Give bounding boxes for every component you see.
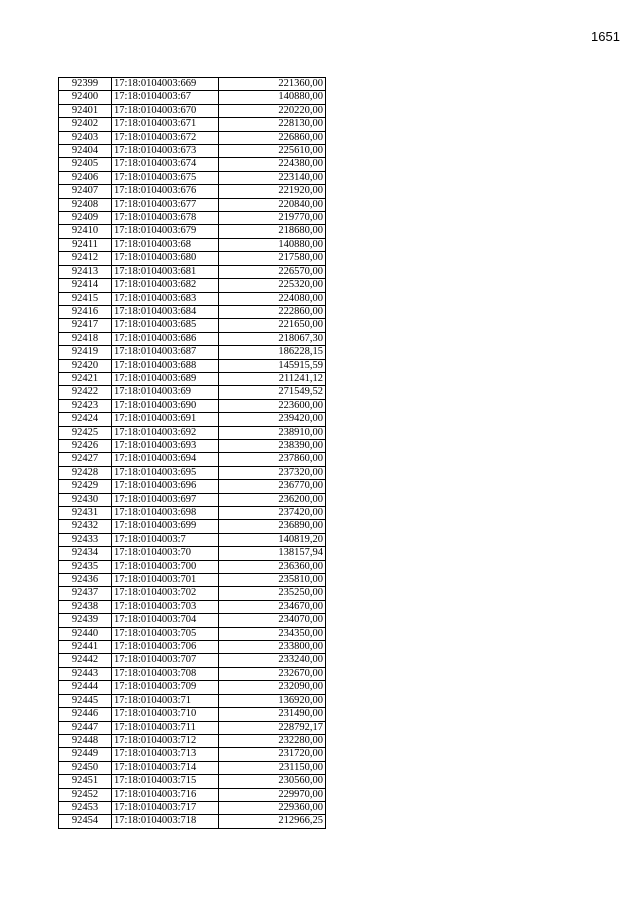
row-number-cell: 92443: [59, 667, 112, 680]
row-number-cell: 92449: [59, 748, 112, 761]
row-number-cell: 92414: [59, 279, 112, 292]
table-row: [59, 145, 326, 158]
value-cell: 229360,00: [219, 801, 326, 814]
row-number-cell: 92403: [59, 131, 112, 144]
value-cell: 145915,59: [219, 359, 326, 372]
table-row: [59, 104, 326, 117]
value-cell: 140819,20: [219, 533, 326, 546]
row-number-cell: 92436: [59, 574, 112, 587]
table-row: [59, 332, 326, 345]
row-number-cell: 92421: [59, 372, 112, 385]
row-number-cell: 92438: [59, 600, 112, 613]
cadastral-number-cell: 17:18:0104003:715: [112, 775, 219, 788]
row-number-cell: 92425: [59, 426, 112, 439]
row-number-cell: 92418: [59, 332, 112, 345]
table-row: [59, 533, 326, 546]
value-cell: 138157,94: [219, 547, 326, 560]
cadastral-number-cell: 17:18:0104003:713: [112, 748, 219, 761]
table-row: [59, 708, 326, 721]
value-cell: 140880,00: [219, 238, 326, 251]
cadastral-number-cell: 17:18:0104003:677: [112, 198, 219, 211]
table-row: [59, 574, 326, 587]
value-cell: 237320,00: [219, 466, 326, 479]
cadastral-number-cell: 17:18:0104003:678: [112, 212, 219, 225]
table-row: [59, 91, 326, 104]
cadastral-number-cell: 17:18:0104003:688: [112, 359, 219, 372]
table-row: [59, 681, 326, 694]
row-number-cell: 92420: [59, 359, 112, 372]
row-number-cell: 92400: [59, 91, 112, 104]
value-cell: 186228,15: [219, 346, 326, 359]
value-cell: 221920,00: [219, 185, 326, 198]
row-number-cell: 92423: [59, 399, 112, 412]
value-cell: 225610,00: [219, 145, 326, 158]
cadastral-number-cell: 17:18:0104003:706: [112, 641, 219, 654]
value-cell: 234070,00: [219, 614, 326, 627]
cadastral-number-cell: 17:18:0104003:671: [112, 118, 219, 131]
value-cell: 221650,00: [219, 319, 326, 332]
table-row: [59, 547, 326, 560]
value-cell: 228792,17: [219, 721, 326, 734]
value-cell: 271549,52: [219, 386, 326, 399]
value-cell: 226860,00: [219, 131, 326, 144]
row-number-cell: 92404: [59, 145, 112, 158]
table-row: [59, 493, 326, 506]
table-row: [59, 453, 326, 466]
cadastral-number-cell: 17:18:0104003:679: [112, 225, 219, 238]
table-row: [59, 439, 326, 452]
value-cell: 236200,00: [219, 493, 326, 506]
cadastral-number-cell: 17:18:0104003:710: [112, 708, 219, 721]
row-number-cell: 92401: [59, 104, 112, 117]
table-row: [59, 748, 326, 761]
value-cell: 230560,00: [219, 775, 326, 788]
value-cell: 223600,00: [219, 399, 326, 412]
value-cell: 212966,25: [219, 815, 326, 828]
table-row: [59, 507, 326, 520]
cadastral-number-cell: 17:18:0104003:694: [112, 453, 219, 466]
cadastral-number-cell: 17:18:0104003:692: [112, 426, 219, 439]
cadastral-number-cell: 17:18:0104003:698: [112, 507, 219, 520]
row-number-cell: 92417: [59, 319, 112, 332]
table-row: [59, 761, 326, 774]
row-number-cell: 92424: [59, 413, 112, 426]
table-row: [59, 279, 326, 292]
cadastral-number-cell: 17:18:0104003:689: [112, 372, 219, 385]
table-row: [59, 654, 326, 667]
cadastral-number-cell: 17:18:0104003:681: [112, 265, 219, 278]
page-number: 1651: [591, 29, 620, 44]
value-cell: 239420,00: [219, 413, 326, 426]
value-cell: 220840,00: [219, 198, 326, 211]
table-row: [59, 359, 326, 372]
cadastral-number-cell: 17:18:0104003:717: [112, 801, 219, 814]
table-row: [59, 614, 326, 627]
cadastral-number-cell: 17:18:0104003:686: [112, 332, 219, 345]
table-row: [59, 560, 326, 573]
value-cell: 235810,00: [219, 574, 326, 587]
value-cell: 233240,00: [219, 654, 326, 667]
cadastral-number-cell: 17:18:0104003:683: [112, 292, 219, 305]
value-cell: 218067,30: [219, 332, 326, 345]
table-row: [59, 238, 326, 251]
value-cell: 224380,00: [219, 158, 326, 171]
table-row: [59, 305, 326, 318]
row-number-cell: 92441: [59, 641, 112, 654]
row-number-cell: 92406: [59, 171, 112, 184]
table-row: [59, 346, 326, 359]
row-number-cell: 92432: [59, 520, 112, 533]
table-row: [59, 265, 326, 278]
cadastral-number-cell: 17:18:0104003:708: [112, 667, 219, 680]
row-number-cell: 92405: [59, 158, 112, 171]
value-cell: 232090,00: [219, 681, 326, 694]
value-cell: 136920,00: [219, 694, 326, 707]
cadastral-number-cell: 17:18:0104003:707: [112, 654, 219, 667]
table-row: [59, 252, 326, 265]
row-number-cell: 92407: [59, 185, 112, 198]
row-number-cell: 92448: [59, 734, 112, 747]
value-cell: 222860,00: [219, 305, 326, 318]
row-number-cell: 92437: [59, 587, 112, 600]
row-number-cell: 92446: [59, 708, 112, 721]
table-row: [59, 185, 326, 198]
row-number-cell: 92426: [59, 439, 112, 452]
row-number-cell: 92447: [59, 721, 112, 734]
value-cell: 232280,00: [219, 734, 326, 747]
cadastral-number-cell: 17:18:0104003:718: [112, 815, 219, 828]
cadastral-number-cell: 17:18:0104003:670: [112, 104, 219, 117]
table-row: [59, 413, 326, 426]
table-row: [59, 627, 326, 640]
table-row: [59, 788, 326, 801]
value-cell: 238390,00: [219, 439, 326, 452]
cadastral-number-cell: 17:18:0104003:714: [112, 761, 219, 774]
table-row: [59, 292, 326, 305]
table-row: [59, 815, 326, 828]
cadastral-number-cell: 17:18:0104003:712: [112, 734, 219, 747]
cadastral-number-cell: 17:18:0104003:700: [112, 560, 219, 573]
cadastral-number-cell: 17:18:0104003:67: [112, 91, 219, 104]
table-row: [59, 734, 326, 747]
cadastral-value-table: [58, 77, 326, 829]
table-row: [59, 118, 326, 131]
cadastral-number-cell: 17:18:0104003:709: [112, 681, 219, 694]
row-number-cell: 92402: [59, 118, 112, 131]
cadastral-number-cell: 17:18:0104003:711: [112, 721, 219, 734]
value-cell: 226570,00: [219, 265, 326, 278]
value-cell: 220220,00: [219, 104, 326, 117]
table-row: [59, 801, 326, 814]
table-row: [59, 721, 326, 734]
value-cell: 211241,12: [219, 372, 326, 385]
row-number-cell: 92429: [59, 480, 112, 493]
cadastral-number-cell: 17:18:0104003:702: [112, 587, 219, 600]
row-number-cell: 92440: [59, 627, 112, 640]
cadastral-number-cell: 17:18:0104003:680: [112, 252, 219, 265]
row-number-cell: 92445: [59, 694, 112, 707]
cadastral-number-cell: 17:18:0104003:669: [112, 78, 219, 91]
value-cell: 237860,00: [219, 453, 326, 466]
value-cell: 219770,00: [219, 212, 326, 225]
cadastral-number-cell: 17:18:0104003:682: [112, 279, 219, 292]
cadastral-number-cell: 17:18:0104003:703: [112, 600, 219, 613]
cadastral-number-cell: 17:18:0104003:690: [112, 399, 219, 412]
cadastral-number-cell: 17:18:0104003:673: [112, 145, 219, 158]
cadastral-number-cell: 17:18:0104003:69: [112, 386, 219, 399]
value-cell: 140880,00: [219, 91, 326, 104]
table-row: [59, 466, 326, 479]
value-cell: 232670,00: [219, 667, 326, 680]
value-cell: 229970,00: [219, 788, 326, 801]
value-cell: 223140,00: [219, 171, 326, 184]
table-row: [59, 775, 326, 788]
table-row: [59, 694, 326, 707]
table-row: [59, 600, 326, 613]
cadastral-number-cell: 17:18:0104003:685: [112, 319, 219, 332]
cadastral-number-cell: 17:18:0104003:684: [112, 305, 219, 318]
cadastral-number-cell: 17:18:0104003:70: [112, 547, 219, 560]
table-row: [59, 78, 326, 91]
table-row: [59, 225, 326, 238]
value-cell: 231720,00: [219, 748, 326, 761]
table-row: [59, 198, 326, 211]
row-number-cell: 92430: [59, 493, 112, 506]
table-row: [59, 158, 326, 171]
value-cell: 236770,00: [219, 480, 326, 493]
cadastral-number-cell: 17:18:0104003:695: [112, 466, 219, 479]
table-row: [59, 372, 326, 385]
cadastral-number-cell: 17:18:0104003:691: [112, 413, 219, 426]
row-number-cell: 92433: [59, 533, 112, 546]
cadastral-number-cell: 17:18:0104003:68: [112, 238, 219, 251]
cadastral-number-cell: 17:18:0104003:704: [112, 614, 219, 627]
value-cell: 225320,00: [219, 279, 326, 292]
value-cell: 238910,00: [219, 426, 326, 439]
value-cell: 237420,00: [219, 507, 326, 520]
table-row: [59, 667, 326, 680]
cadastral-number-cell: 17:18:0104003:675: [112, 171, 219, 184]
table-row: [59, 131, 326, 144]
row-number-cell: 92422: [59, 386, 112, 399]
table-row: [59, 520, 326, 533]
cadastral-number-cell: 17:18:0104003:674: [112, 158, 219, 171]
row-number-cell: 92410: [59, 225, 112, 238]
cadastral-number-cell: 17:18:0104003:716: [112, 788, 219, 801]
row-number-cell: 92399: [59, 78, 112, 91]
value-cell: 235250,00: [219, 587, 326, 600]
row-number-cell: 92412: [59, 252, 112, 265]
row-number-cell: 92450: [59, 761, 112, 774]
row-number-cell: 92413: [59, 265, 112, 278]
cadastral-number-cell: 17:18:0104003:701: [112, 574, 219, 587]
row-number-cell: 92454: [59, 815, 112, 828]
table-body: [59, 78, 326, 829]
cadastral-number-cell: 17:18:0104003:672: [112, 131, 219, 144]
value-cell: 231150,00: [219, 761, 326, 774]
cadastral-number-cell: 17:18:0104003:687: [112, 346, 219, 359]
value-cell: 234350,00: [219, 627, 326, 640]
value-cell: 236360,00: [219, 560, 326, 573]
value-cell: 231490,00: [219, 708, 326, 721]
cadastral-number-cell: 17:18:0104003:7: [112, 533, 219, 546]
value-cell: 224080,00: [219, 292, 326, 305]
cadastral-number-cell: 17:18:0104003:696: [112, 480, 219, 493]
cadastral-number-cell: 17:18:0104003:693: [112, 439, 219, 452]
table-row: [59, 386, 326, 399]
row-number-cell: 92415: [59, 292, 112, 305]
row-number-cell: 92434: [59, 547, 112, 560]
row-number-cell: 92419: [59, 346, 112, 359]
row-number-cell: 92435: [59, 560, 112, 573]
table-row: [59, 212, 326, 225]
row-number-cell: 92452: [59, 788, 112, 801]
row-number-cell: 92411: [59, 238, 112, 251]
row-number-cell: 92444: [59, 681, 112, 694]
value-cell: 217580,00: [219, 252, 326, 265]
row-number-cell: 92431: [59, 507, 112, 520]
table-row: [59, 426, 326, 439]
table-row: [59, 399, 326, 412]
row-number-cell: 92453: [59, 801, 112, 814]
value-cell: 234670,00: [219, 600, 326, 613]
value-cell: 218680,00: [219, 225, 326, 238]
table-row: [59, 587, 326, 600]
table-row: [59, 319, 326, 332]
row-number-cell: 92439: [59, 614, 112, 627]
cadastral-number-cell: 17:18:0104003:699: [112, 520, 219, 533]
row-number-cell: 92451: [59, 775, 112, 788]
cadastral-number-cell: 17:18:0104003:676: [112, 185, 219, 198]
cadastral-number-cell: 17:18:0104003:71: [112, 694, 219, 707]
row-number-cell: 92416: [59, 305, 112, 318]
value-cell: 221360,00: [219, 78, 326, 91]
row-number-cell: 92427: [59, 453, 112, 466]
cadastral-number-cell: 17:18:0104003:697: [112, 493, 219, 506]
value-cell: 228130,00: [219, 118, 326, 131]
table-row: [59, 641, 326, 654]
row-number-cell: 92442: [59, 654, 112, 667]
value-cell: 233800,00: [219, 641, 326, 654]
row-number-cell: 92409: [59, 212, 112, 225]
table-row: [59, 171, 326, 184]
row-number-cell: 92408: [59, 198, 112, 211]
cadastral-number-cell: 17:18:0104003:705: [112, 627, 219, 640]
value-cell: 236890,00: [219, 520, 326, 533]
row-number-cell: 92428: [59, 466, 112, 479]
table-row: [59, 480, 326, 493]
